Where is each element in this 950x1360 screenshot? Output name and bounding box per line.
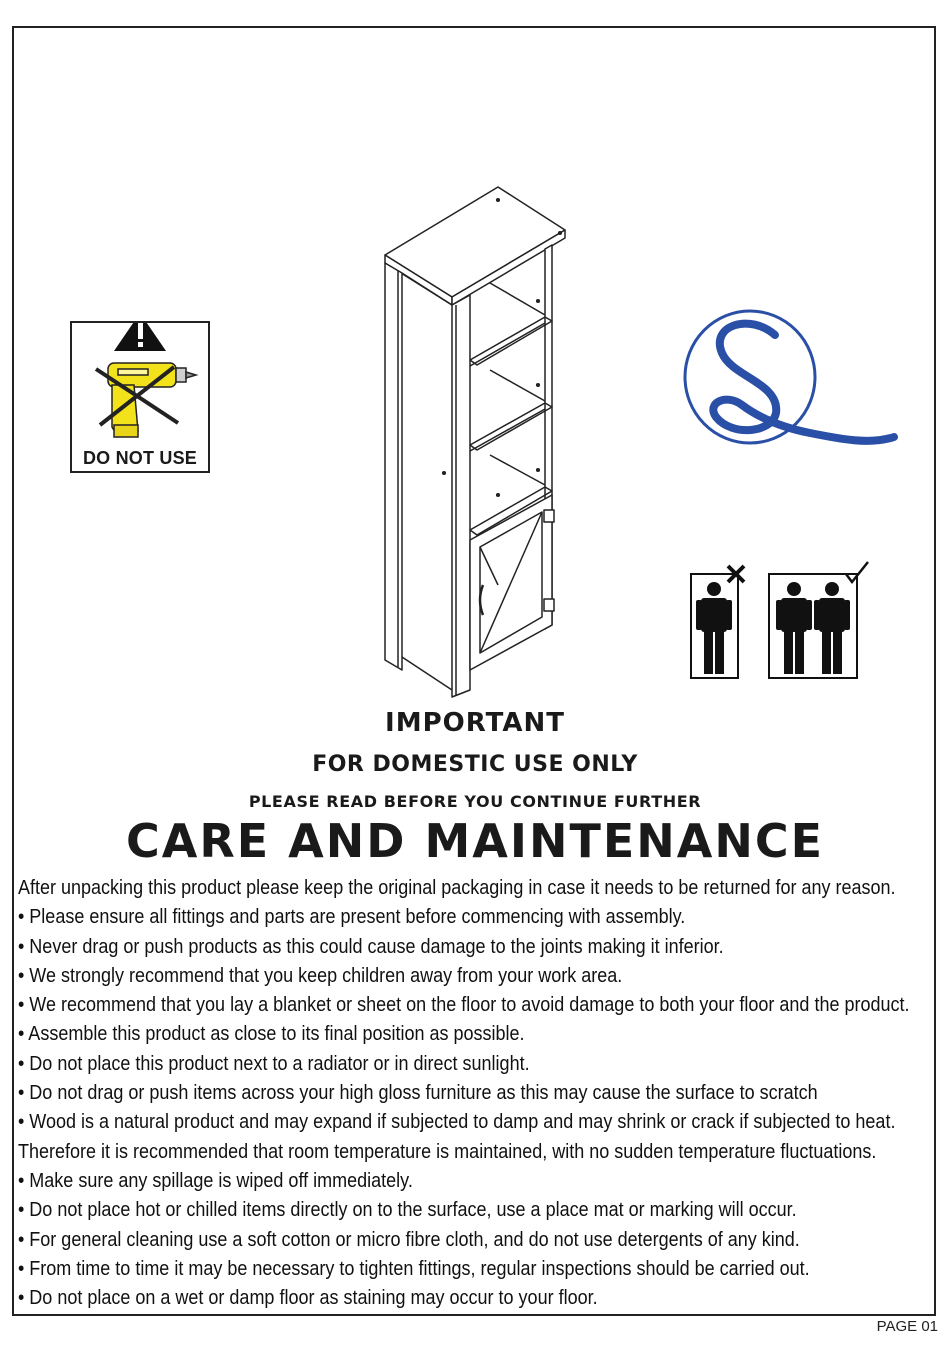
instruction-line: • From time to time it may be necessary to tighten fittings, regular inspections should be carried out.: [18, 1257, 810, 1280]
instruction-line: After unpacking this product please keep the original packaging in case it needs to be returned for any reason.: [18, 877, 896, 899]
care-instructions: [18, 874, 910, 1313]
instruction-line: • Make sure any spillage is wiped off immediately.: [18, 1169, 413, 1192]
sl-logo-icon: [680, 305, 900, 455]
read-before-heading: PLEASE READ BEFORE YOU CONTINUE FURTHER: [248, 792, 702, 811]
instruction-line: • Do not place hot or chilled items directly on to the surface, use a place mat or marking will occur.: [18, 1199, 797, 1222]
instruction-line: • Assemble this product as close to its final position as possible.: [18, 1023, 525, 1046]
people-lifting-icons: [690, 560, 870, 682]
care-maintenance-title: CARE AND MAINTENANCE: [125, 814, 825, 868]
instruction-line: • For general cleaning use a soft cotton or micro fibre cloth, and do not use detergents of any kind.: [18, 1228, 800, 1251]
warning-box: [70, 321, 210, 473]
instruction-line: • Do not place on a wet or damp floor as staining may occur to your floor.: [18, 1287, 598, 1310]
instruction-line: • We recommend that you lay a blanket or sheet on the floor to avoid damage to both your floor and the product.: [18, 994, 910, 1017]
do-not-use-label: DO NOT USE: [82, 448, 197, 468]
page-number: PAGE 01: [876, 1318, 938, 1335]
instruction-line: • Do not drag or push items across your high gloss furniture as this may cause the surface to scratch: [18, 1082, 818, 1105]
instruction-line: • Never drag or push products as this could cause damage to the joints making it inferior.: [18, 935, 724, 958]
instruction-line: • Wood is a natural product and may expand if subjected to damp and may shrink or crack if subjected to heat.: [18, 1111, 896, 1134]
instruction-line: • Do not place this product next to a radiator or in direct sunlight.: [18, 1052, 530, 1075]
bookcase-drawing-icon: [380, 185, 570, 700]
instruction-line: • Please ensure all fittings and parts are present before commencing with assembly.: [18, 906, 686, 929]
important-heading: IMPORTANT: [385, 708, 565, 738]
domestic-use-heading: FOR DOMESTIC USE ONLY: [312, 752, 638, 777]
instruction-line: • We strongly recommend that you keep children away from your work area.: [18, 964, 623, 987]
instruction-line: Therefore it is recommended that room temperature is maintained, with no sudden temperature fluctuations.: [18, 1140, 877, 1163]
